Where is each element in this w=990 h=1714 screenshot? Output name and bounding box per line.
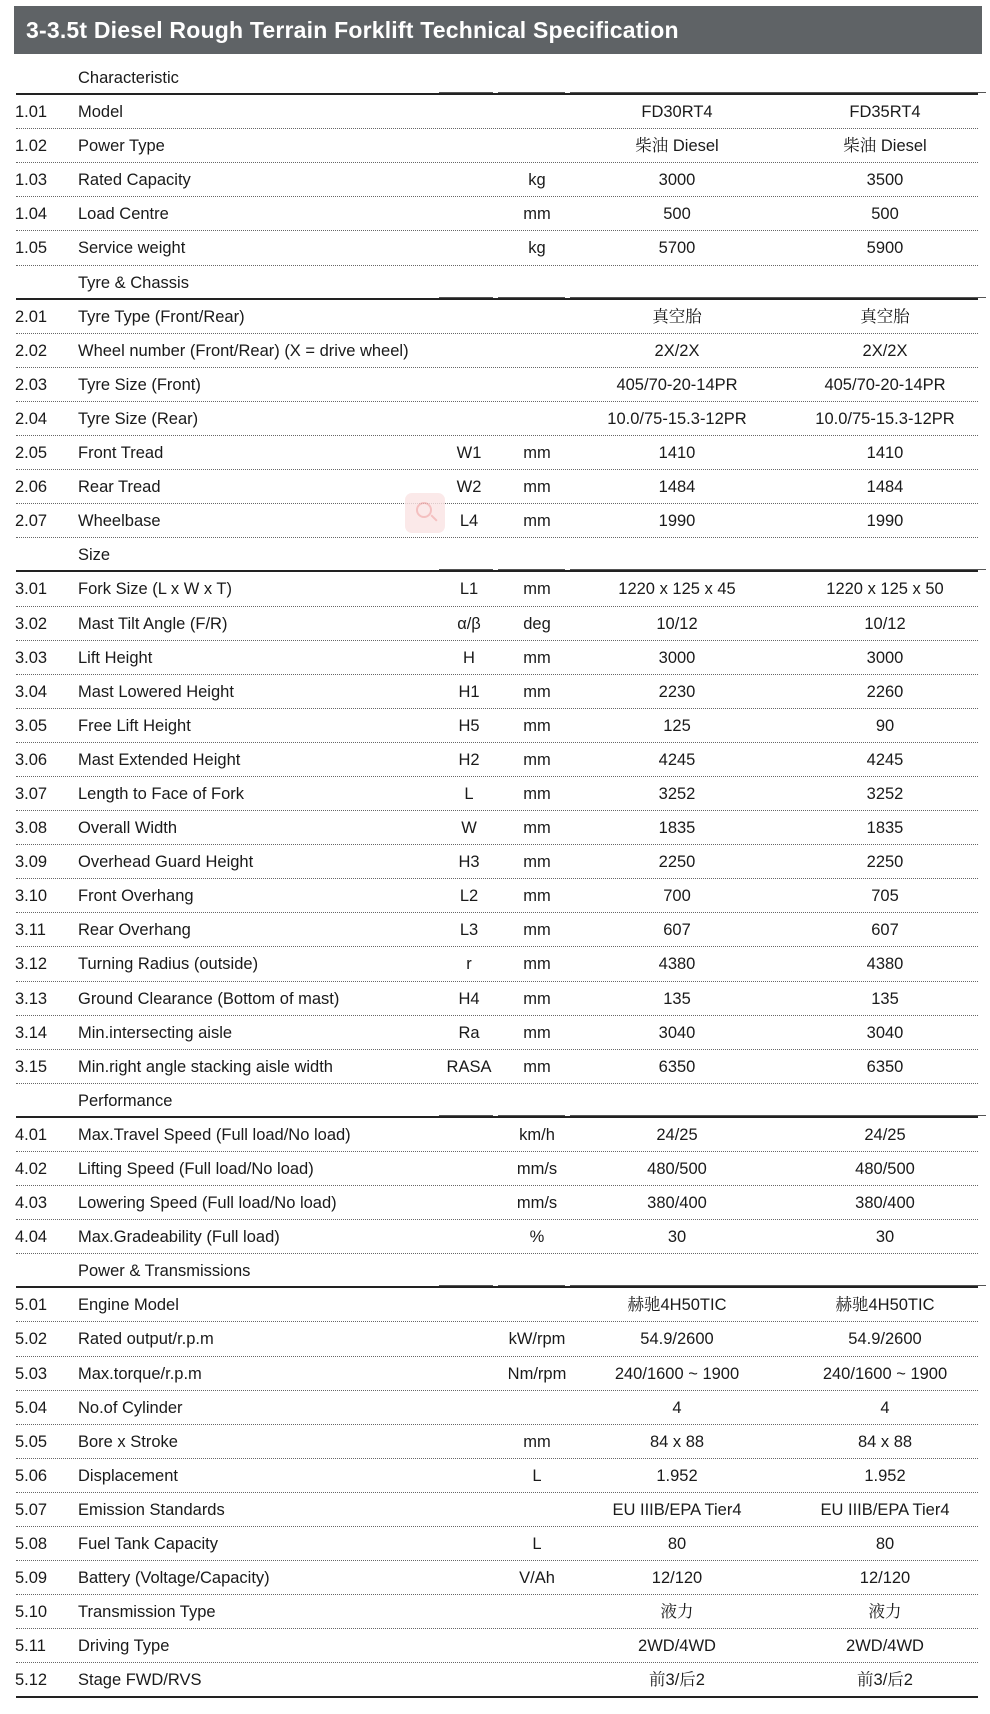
section-header bbox=[14, 1254, 982, 1288]
row-item: Wheel number (Front/Rear) (X = drive wheel) bbox=[78, 341, 409, 360]
row-number: 3.11 bbox=[15, 921, 46, 940]
row-item: Length to Face of Fork bbox=[78, 784, 245, 803]
value-model-2: 2WD/4WD bbox=[846, 1637, 924, 1656]
value-model-2: 3040 bbox=[866, 1023, 904, 1042]
value-model-2: 80 bbox=[875, 1535, 895, 1554]
table-row bbox=[14, 607, 982, 641]
value-model-2: 5900 bbox=[866, 239, 904, 258]
row-number: 3.07 bbox=[15, 784, 48, 803]
section-header bbox=[14, 1084, 982, 1118]
row-unit: mm bbox=[523, 955, 551, 974]
row-item: Mast Lowered Height bbox=[78, 682, 234, 701]
row-item: Tyre Size (Front) bbox=[78, 375, 201, 394]
row-unit: kg bbox=[528, 239, 546, 258]
row-unit: mm bbox=[523, 921, 551, 940]
table-row bbox=[14, 436, 982, 470]
row-unit: mm bbox=[523, 853, 551, 872]
row-symbol: H4 bbox=[458, 989, 480, 1008]
value-model-1: 240/1600 ~ 1900 bbox=[614, 1364, 740, 1383]
section-header bbox=[14, 266, 982, 300]
row-item: Battery (Voltage/Capacity) bbox=[78, 1569, 270, 1588]
table-row bbox=[14, 300, 982, 334]
row-number: 3.06 bbox=[15, 750, 48, 769]
column-divider-line bbox=[570, 569, 986, 570]
row-symbol: W2 bbox=[456, 478, 482, 497]
value-model-1: 3040 bbox=[658, 1023, 696, 1042]
value-model-2: 24/25 bbox=[864, 1125, 906, 1144]
value-model-1: EU IIIB/EPA Tier4 bbox=[612, 1500, 742, 1519]
column-divider-line bbox=[570, 297, 986, 298]
row-number: 5.10 bbox=[15, 1603, 48, 1622]
section-header bbox=[14, 538, 982, 572]
row-number: 1.01 bbox=[15, 103, 48, 122]
row-symbol: H2 bbox=[458, 750, 480, 769]
row-item: Emission Standards bbox=[78, 1500, 225, 1519]
table-row bbox=[14, 1016, 982, 1050]
value-model-1: 500 bbox=[663, 205, 691, 224]
table-row bbox=[14, 811, 982, 845]
value-model-2: 赫驰4H50TIC bbox=[835, 1296, 935, 1315]
row-item: Max.Travel Speed (Full load/No load) bbox=[78, 1125, 351, 1144]
row-item: Mast Tilt Angle (F/R) bbox=[78, 614, 228, 633]
row-item: Fork Size (L x W x T) bbox=[78, 580, 233, 599]
value-model-1: 24/25 bbox=[656, 1125, 698, 1144]
value-model-1: 1410 bbox=[658, 444, 696, 463]
row-number: 4.02 bbox=[15, 1160, 48, 1178]
row-item: Free Lift Height bbox=[78, 716, 191, 735]
row-number: 3.09 bbox=[15, 853, 48, 872]
table-row bbox=[14, 641, 982, 675]
row-symbol: H3 bbox=[458, 853, 480, 872]
value-model-2: 4245 bbox=[866, 750, 904, 769]
table-row bbox=[14, 1357, 982, 1391]
table-row bbox=[14, 504, 982, 538]
table-row bbox=[14, 1629, 982, 1663]
row-number: 2.01 bbox=[15, 307, 48, 326]
column-divider-line bbox=[498, 92, 565, 93]
value-model-1: 液力 bbox=[660, 1603, 694, 1622]
row-symbol: Ra bbox=[458, 1023, 480, 1042]
row-item: Wheelbase bbox=[78, 512, 161, 531]
row-unit: deg bbox=[523, 614, 551, 633]
row-number: 3.01 bbox=[15, 580, 48, 599]
row-unit: % bbox=[529, 1228, 545, 1247]
column-divider-line bbox=[439, 297, 493, 298]
row-unit: mm bbox=[523, 682, 551, 701]
row-number: 1.04 bbox=[15, 205, 48, 224]
row-number: 3.13 bbox=[15, 989, 48, 1008]
value-model-2: EU IIIB/EPA Tier4 bbox=[820, 1500, 950, 1519]
value-model-2: 12/120 bbox=[859, 1569, 911, 1588]
table-row bbox=[14, 334, 982, 368]
row-number: 4.01 bbox=[15, 1125, 48, 1144]
value-model-2: 705 bbox=[871, 887, 899, 906]
row-unit: L bbox=[532, 1466, 542, 1485]
value-model-2: 84 x 88 bbox=[857, 1432, 913, 1451]
row-item: Ground Clearance (Bottom of mast) bbox=[78, 989, 340, 1008]
row-unit: mm bbox=[523, 1432, 551, 1451]
row-unit: mm/s bbox=[516, 1160, 558, 1178]
value-model-1: 54.9/2600 bbox=[640, 1330, 714, 1349]
value-model-2: 6350 bbox=[866, 1057, 904, 1076]
value-model-2: 前3/后2 bbox=[857, 1671, 913, 1690]
table-row bbox=[14, 572, 982, 606]
value-model-2: 液力 bbox=[868, 1603, 902, 1622]
row-item: Rated Capacity bbox=[78, 171, 191, 190]
row-item: Rear Overhang bbox=[78, 921, 191, 940]
table-row bbox=[14, 777, 982, 811]
page-title: 3-3.5t Diesel Rough Terrain Forklift Technical Specification bbox=[14, 6, 982, 54]
table-row bbox=[14, 1220, 982, 1254]
value-model-2: 240/1600 ~ 1900 bbox=[822, 1364, 948, 1383]
row-number: 5.04 bbox=[15, 1398, 48, 1417]
row-number: 3.04 bbox=[15, 682, 48, 701]
value-model-2: 4380 bbox=[866, 955, 904, 974]
column-divider-line bbox=[498, 297, 565, 298]
value-model-1: 4245 bbox=[658, 750, 696, 769]
row-item: Tyre Type (Front/Rear) bbox=[78, 307, 245, 326]
column-divider-line bbox=[439, 1285, 493, 1286]
table-row bbox=[14, 1493, 982, 1527]
value-model-2: 4 bbox=[880, 1398, 890, 1417]
row-symbol: L1 bbox=[459, 580, 479, 599]
column-divider-line bbox=[498, 569, 565, 570]
column-divider-line bbox=[439, 1115, 493, 1116]
row-item: Power Type bbox=[78, 137, 165, 156]
row-number: 5.02 bbox=[15, 1330, 48, 1349]
column-divider-line bbox=[570, 1115, 986, 1116]
value-model-2: 380/400 bbox=[855, 1194, 915, 1213]
value-model-1: 480/500 bbox=[647, 1160, 707, 1178]
value-model-1: 赫驰4H50TIC bbox=[627, 1296, 727, 1315]
table-row bbox=[14, 1391, 982, 1425]
value-model-2: 1484 bbox=[866, 478, 904, 497]
row-item: Front Overhang bbox=[78, 887, 194, 906]
row-number: 3.15 bbox=[15, 1057, 48, 1076]
row-number: 3.05 bbox=[15, 716, 48, 735]
row-number: 3.12 bbox=[15, 955, 48, 974]
value-model-2: 2X/2X bbox=[862, 341, 908, 360]
row-unit: L bbox=[532, 1535, 542, 1554]
row-unit: kg bbox=[528, 171, 546, 190]
row-unit: mm bbox=[523, 444, 551, 463]
value-model-1: 80 bbox=[667, 1535, 687, 1554]
value-model-2: 1220 x 125 x 50 bbox=[826, 580, 944, 599]
value-model-2: 1410 bbox=[866, 444, 904, 463]
row-number: 4.03 bbox=[15, 1194, 48, 1213]
table-row bbox=[14, 95, 982, 129]
value-model-1: 3252 bbox=[658, 784, 696, 803]
table-row bbox=[14, 982, 982, 1016]
row-unit: mm bbox=[523, 1057, 551, 1076]
value-model-2: 54.9/2600 bbox=[848, 1330, 922, 1349]
row-item: Rear Tread bbox=[78, 478, 161, 497]
row-item: Tyre Size (Rear) bbox=[78, 409, 199, 428]
section-heading: Characteristic bbox=[78, 69, 179, 87]
table-row bbox=[14, 1050, 982, 1084]
row-item: Lifting Speed (Full load/No load) bbox=[78, 1160, 314, 1178]
value-model-2: 3252 bbox=[866, 784, 904, 803]
column-divider-line bbox=[439, 569, 493, 570]
row-item: Displacement bbox=[78, 1466, 178, 1485]
value-model-2: 3000 bbox=[866, 648, 904, 667]
table-row bbox=[14, 1561, 982, 1595]
row-number: 1.05 bbox=[15, 239, 48, 258]
row-unit: mm bbox=[523, 478, 551, 497]
value-model-2: 1835 bbox=[866, 819, 904, 838]
value-model-1: 1220 x 125 x 45 bbox=[618, 580, 736, 599]
row-item: Max.Gradeability (Full load) bbox=[78, 1228, 280, 1247]
row-item: Min.right angle stacking aisle width bbox=[78, 1057, 333, 1076]
row-number: 5.05 bbox=[15, 1432, 48, 1451]
value-model-1: 1990 bbox=[658, 512, 696, 531]
value-model-1: 2230 bbox=[658, 682, 696, 701]
row-number: 4.04 bbox=[15, 1228, 48, 1247]
column-divider-line bbox=[570, 92, 986, 93]
row-item: Model bbox=[78, 103, 123, 122]
row-symbol: RASA bbox=[446, 1057, 492, 1076]
value-model-2: 1990 bbox=[866, 512, 904, 531]
row-unit: kW/rpm bbox=[508, 1330, 566, 1349]
value-model-1: 2WD/4WD bbox=[638, 1637, 716, 1656]
row-number: 5.09 bbox=[15, 1569, 48, 1588]
row-number: 5.07 bbox=[15, 1500, 48, 1519]
row-item: Load Centre bbox=[78, 205, 169, 224]
row-unit: km/h bbox=[519, 1125, 555, 1144]
row-item: Lift Height bbox=[78, 648, 153, 667]
value-model-2: FD35RT4 bbox=[849, 103, 921, 122]
table-row bbox=[14, 675, 982, 709]
section-heading: Size bbox=[78, 546, 111, 565]
value-model-1: 405/70-20-14PR bbox=[616, 375, 738, 394]
table-row bbox=[14, 1663, 982, 1697]
value-model-1: 1835 bbox=[658, 819, 696, 838]
row-unit: mm bbox=[523, 750, 551, 769]
value-model-2: 30 bbox=[875, 1228, 895, 1247]
row-unit: Nm/rpm bbox=[507, 1364, 567, 1383]
row-symbol: α/β bbox=[457, 614, 481, 633]
table-row bbox=[14, 1118, 982, 1152]
row-number: 1.03 bbox=[15, 171, 48, 190]
value-model-2: 480/500 bbox=[855, 1160, 915, 1178]
table-row bbox=[14, 402, 982, 436]
value-model-2: 405/70-20-14PR bbox=[824, 375, 946, 394]
row-number: 3.03 bbox=[15, 648, 48, 667]
row-item: Bore x Stroke bbox=[78, 1432, 178, 1451]
table-row bbox=[14, 1322, 982, 1356]
value-model-2: 10.0/75-15.3-12PR bbox=[815, 409, 955, 428]
row-item: Overhead Guard Height bbox=[78, 853, 254, 872]
table-row bbox=[14, 1595, 982, 1629]
section-header bbox=[14, 61, 982, 95]
row-number: 5.12 bbox=[15, 1671, 48, 1690]
value-model-2: 607 bbox=[871, 921, 899, 940]
row-unit: mm bbox=[523, 784, 551, 803]
row-number: 2.06 bbox=[15, 478, 48, 497]
value-model-2: 135 bbox=[871, 989, 899, 1008]
row-item: Max.torque/r.p.m bbox=[78, 1364, 202, 1383]
row-symbol: H5 bbox=[458, 716, 480, 735]
row-number: 2.02 bbox=[15, 341, 48, 360]
value-model-1: 4380 bbox=[658, 955, 696, 974]
table-row bbox=[14, 163, 982, 197]
row-number: 2.03 bbox=[15, 375, 48, 394]
row-number: 2.07 bbox=[15, 512, 48, 531]
value-model-1: 2X/2X bbox=[654, 341, 700, 360]
table-row bbox=[14, 947, 982, 981]
table-row bbox=[14, 129, 982, 163]
table-row bbox=[14, 1425, 982, 1459]
row-symbol: L4 bbox=[459, 512, 479, 531]
table-row bbox=[14, 1459, 982, 1493]
row-number: 5.08 bbox=[15, 1535, 48, 1554]
table-row bbox=[14, 1288, 982, 1322]
value-model-2: 10/12 bbox=[864, 614, 906, 633]
table-row bbox=[14, 197, 982, 231]
row-item: Front Tread bbox=[78, 444, 164, 463]
section-heading: Performance bbox=[78, 1091, 173, 1110]
value-model-1: 1.952 bbox=[656, 1466, 698, 1485]
row-unit: mm bbox=[523, 887, 551, 906]
row-number: 5.03 bbox=[15, 1364, 48, 1383]
row-item: Stage FWD/RVS bbox=[78, 1671, 202, 1690]
value-model-2: 柴油 Diesel bbox=[843, 137, 927, 156]
table-row bbox=[14, 1527, 982, 1561]
table-row bbox=[14, 1152, 982, 1186]
row-item: Fuel Tank Capacity bbox=[78, 1535, 219, 1554]
value-model-2: 90 bbox=[875, 716, 895, 735]
value-model-2: 3500 bbox=[866, 171, 904, 190]
value-model-1: 135 bbox=[663, 989, 691, 1008]
row-number: 5.01 bbox=[15, 1296, 48, 1315]
table-row bbox=[14, 845, 982, 879]
value-model-1: 30 bbox=[667, 1228, 687, 1247]
section-heading: Tyre & Chassis bbox=[78, 273, 189, 292]
value-model-2: 1.952 bbox=[864, 1466, 906, 1485]
row-symbol: H bbox=[463, 648, 475, 667]
row-symbol: L bbox=[464, 784, 474, 803]
value-model-1: 700 bbox=[663, 887, 691, 906]
table-row bbox=[14, 879, 982, 913]
table-row bbox=[14, 709, 982, 743]
row-item: Engine Model bbox=[78, 1296, 179, 1315]
value-model-1: 84 x 88 bbox=[649, 1432, 705, 1451]
row-item: Driving Type bbox=[78, 1637, 170, 1656]
value-model-2: 500 bbox=[871, 205, 899, 224]
row-item: Lowering Speed (Full load/No load) bbox=[78, 1194, 337, 1213]
row-unit: mm bbox=[523, 716, 551, 735]
row-number: 2.04 bbox=[15, 409, 48, 428]
value-model-1: 3000 bbox=[658, 648, 696, 667]
row-number: 3.02 bbox=[15, 614, 48, 633]
value-model-1: 125 bbox=[663, 716, 691, 735]
row-unit: mm/s bbox=[516, 1194, 558, 1213]
table-row bbox=[14, 913, 982, 947]
row-number: 3.08 bbox=[15, 819, 48, 838]
row-symbol: W bbox=[461, 819, 477, 838]
value-model-1: 4 bbox=[672, 1398, 682, 1417]
spec-table bbox=[14, 61, 982, 1698]
column-divider-line bbox=[570, 1285, 986, 1286]
row-unit: mm bbox=[523, 580, 551, 599]
value-model-1: 6350 bbox=[658, 1057, 696, 1076]
value-model-2: 2250 bbox=[866, 853, 904, 872]
row-item: Rated output/r.p.m bbox=[78, 1330, 214, 1349]
value-model-1: 2250 bbox=[658, 853, 696, 872]
row-unit: mm bbox=[523, 512, 551, 531]
row-unit: mm bbox=[523, 648, 551, 667]
row-item: Mast Extended Height bbox=[78, 750, 241, 769]
row-number: 1.02 bbox=[15, 137, 48, 156]
row-symbol: r bbox=[466, 955, 472, 974]
value-model-1: 607 bbox=[663, 921, 691, 940]
row-number: 3.10 bbox=[15, 887, 48, 906]
row-number: 2.05 bbox=[15, 444, 48, 463]
value-model-1: 柴油 Diesel bbox=[635, 137, 719, 156]
row-symbol: W1 bbox=[456, 444, 482, 463]
row-item: Transmission Type bbox=[78, 1603, 216, 1622]
row-item: No.of Cylinder bbox=[78, 1398, 183, 1417]
row-unit: V/Ah bbox=[519, 1569, 555, 1588]
row-unit: mm bbox=[523, 205, 551, 224]
value-model-1: 3000 bbox=[658, 171, 696, 190]
row-item: Service weight bbox=[78, 239, 186, 258]
section-heading: Power & Transmissions bbox=[78, 1262, 251, 1281]
value-model-2: 真空胎 bbox=[860, 307, 910, 326]
value-model-1: 12/120 bbox=[651, 1569, 703, 1588]
value-model-1: 380/400 bbox=[647, 1194, 707, 1213]
row-item: Overall Width bbox=[78, 819, 178, 838]
table-row bbox=[14, 470, 982, 504]
table-row bbox=[14, 368, 982, 402]
row-unit: mm bbox=[523, 819, 551, 838]
table-row bbox=[14, 743, 982, 777]
row-symbol: H1 bbox=[458, 682, 480, 701]
column-divider-line bbox=[439, 92, 493, 93]
value-model-1: 5700 bbox=[658, 239, 696, 258]
column-divider-line bbox=[498, 1115, 565, 1116]
row-symbol: L2 bbox=[459, 887, 479, 906]
table-row bbox=[14, 231, 982, 265]
row-unit: mm bbox=[523, 989, 551, 1008]
table-row bbox=[14, 1186, 982, 1220]
value-model-1: 真空胎 bbox=[652, 307, 702, 326]
value-model-1: 前3/后2 bbox=[649, 1671, 705, 1690]
column-divider-line bbox=[498, 1285, 565, 1286]
zoom-magnifier-icon[interactable] bbox=[405, 493, 445, 533]
value-model-1: FD30RT4 bbox=[641, 103, 713, 122]
value-model-2: 2260 bbox=[866, 682, 904, 701]
row-number: 3.14 bbox=[15, 1023, 48, 1042]
value-model-1: 1484 bbox=[658, 478, 696, 497]
row-unit: mm bbox=[523, 1023, 551, 1042]
row-item: Turning Radius (outside) bbox=[78, 955, 259, 974]
value-model-1: 10.0/75-15.3-12PR bbox=[607, 409, 747, 428]
row-number: 5.06 bbox=[15, 1466, 48, 1485]
value-model-1: 10/12 bbox=[656, 614, 698, 633]
row-number: 5.11 bbox=[15, 1637, 46, 1656]
row-item: Min.intersecting aisle bbox=[78, 1023, 233, 1042]
row-symbol: L3 bbox=[459, 921, 479, 940]
